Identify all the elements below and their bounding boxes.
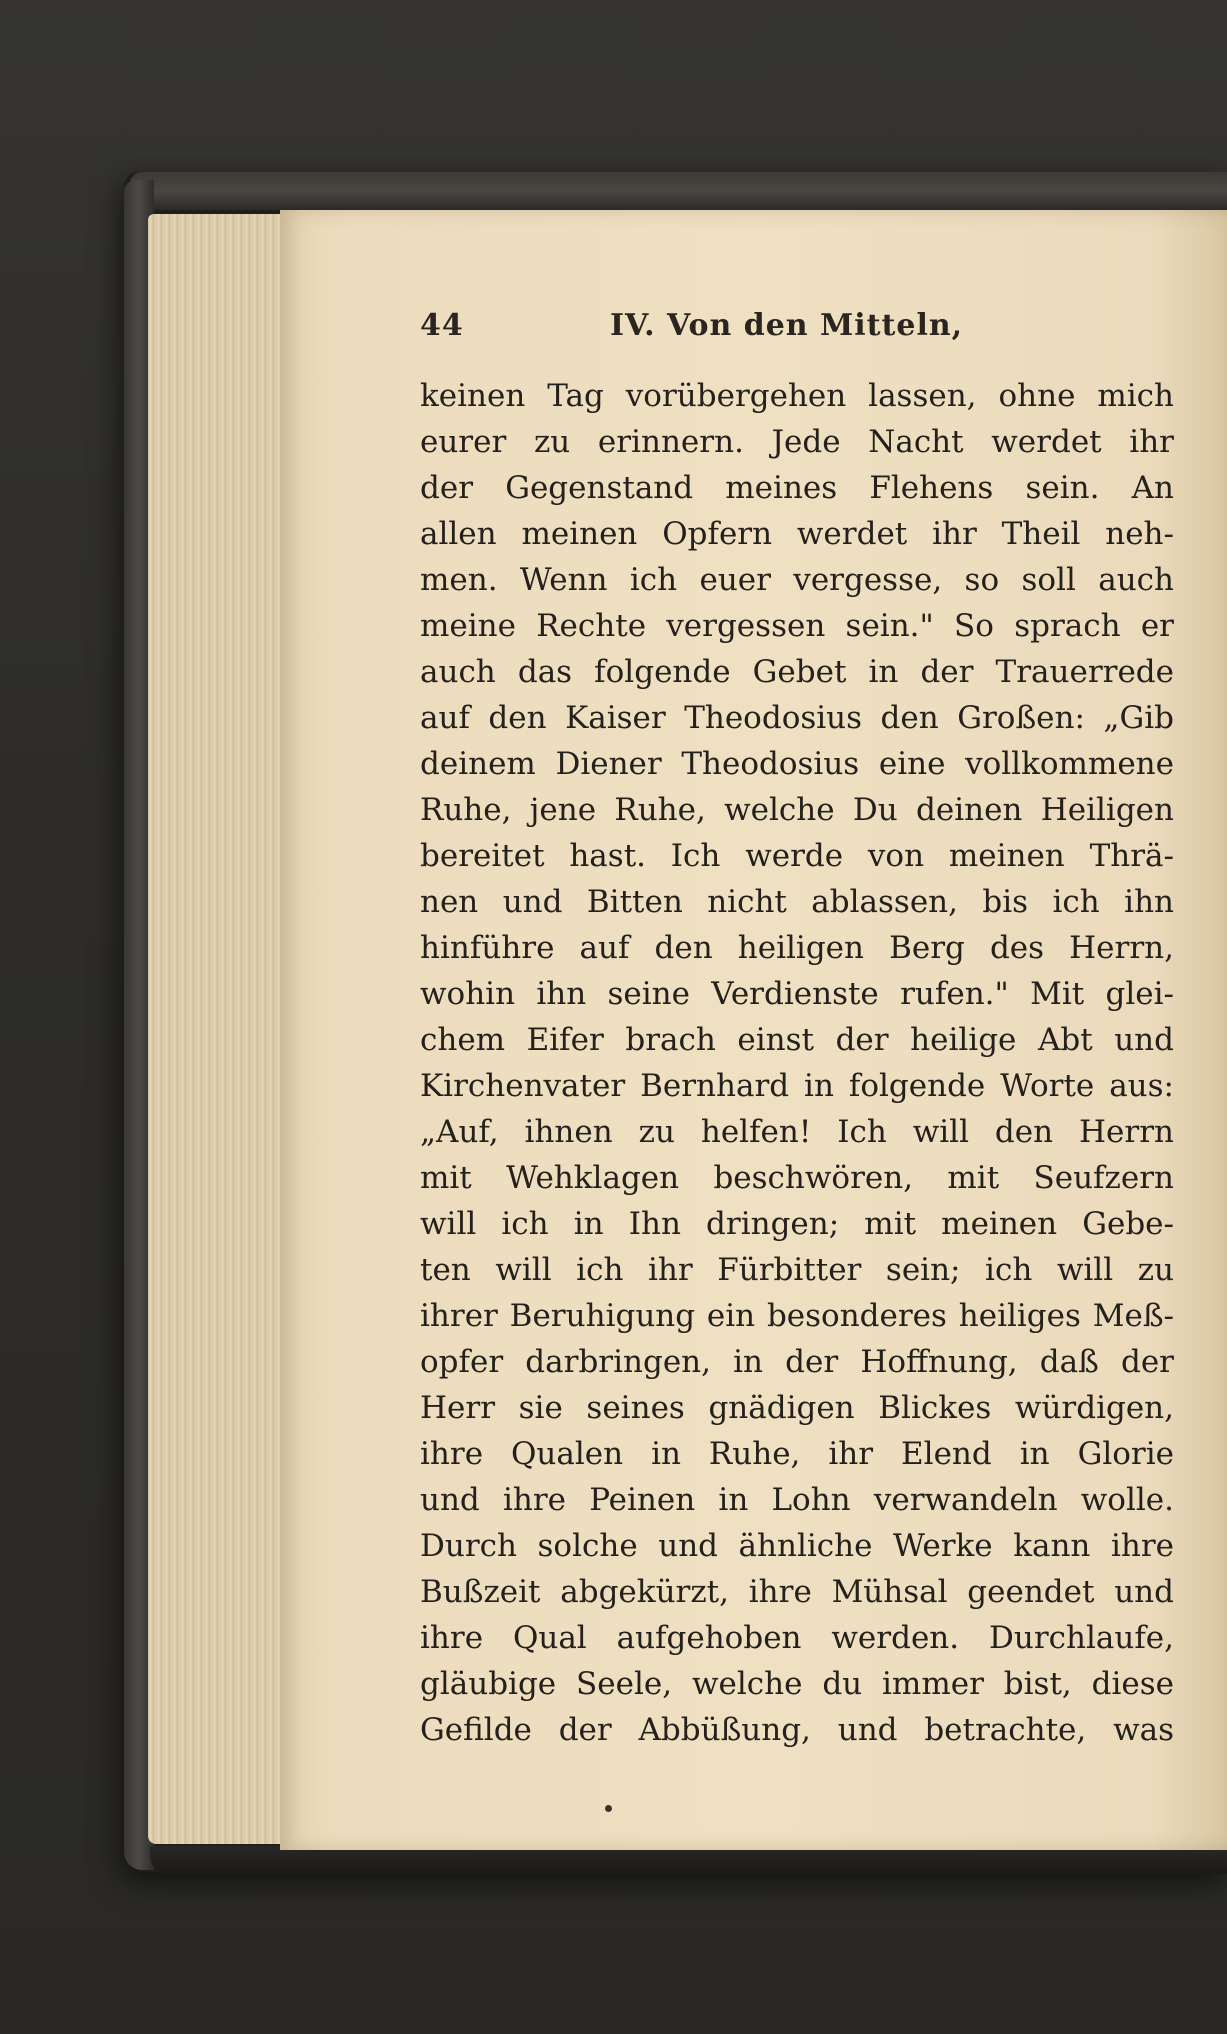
text-line: auf den Kaiser Theodosius den Großen: „Gib [420,700,1174,736]
text-line: bereitet hast. Ich werde von meinen Thrä- [420,838,1174,874]
book-cover-top-edge [130,172,1227,210]
text-line: ihrer Beruhigung ein besonderes heiliges Meß- [420,1298,1174,1334]
text-line: Durch solche und ähnliche Werke kann ihre [420,1528,1174,1564]
text-line: Herr sie seines gnädigen Blickes würdigen, [420,1390,1174,1426]
text-line: hinführe auf den heiligen Berg des Herrn, [420,930,1174,966]
text-line: opfer darbringen, in der Hoffnung, daß der [420,1344,1174,1380]
text-line: mit Wehklagen beschwören, mit Seufzern [420,1160,1174,1196]
text-line: ihre Qualen in Ruhe, ihr Elend in Glorie [420,1436,1174,1472]
text-line: Kirchenvater Bernhard in folgende Worte aus: [420,1068,1174,1104]
text-line: will ich in Ihn dringen; mit meinen Gebe- [420,1206,1174,1242]
text-line: nen und Bitten nicht ablassen, bis ich ihn [420,884,1174,920]
text-line: keinen Tag vorübergehen lassen, ohne mich [420,378,1174,414]
text-line: chem Eifer brach einst der heilige Abt und [420,1022,1174,1058]
text-line: gläubige Seele, welche du immer bist, diese [420,1666,1174,1702]
text-line: allen meinen Opfern werdet ihr Theil neh- [420,516,1174,552]
text-line: ten will ich ihr Fürbitter sein; ich will zu [420,1252,1174,1288]
text-line: und ihre Peinen in Lohn verwandeln wolle. [420,1482,1174,1518]
text-line: eurer zu erinnern. Jede Nacht werdet ihr [420,424,1174,460]
text-line: der Gegenstand meines Flehens sein. An [420,470,1174,506]
text-line: meine Rechte vergessen sein." So sprach er [420,608,1174,644]
book-cover-bottom-edge [150,1846,1227,1874]
printer-mark-dot [605,1805,612,1812]
page-body-text [420,373,1174,1753]
page-edges [148,214,288,1844]
text-line: ihre Qual aufgehoben werden. Durchlaufe, [420,1620,1174,1656]
text-line: Ruhe, jene Ruhe, welche Du deinen Heiligen [420,792,1174,828]
text-line: deinem Diener Theodosius eine vollkommene [420,746,1174,782]
page-header [420,300,1160,350]
text-line: wohin ihn seine Verdienste rufen." Mit glei- [420,976,1174,1012]
text-line: Bußzeit abgekürzt, ihre Mühsal geendet und [420,1574,1174,1610]
page-number: 44 [420,308,464,343]
text-line: men. Wenn ich euer vergesse, so soll auch [420,562,1174,598]
text-line: „Auf, ihnen zu helfen! Ich will den Herrn [420,1114,1174,1150]
text-line: Gefilde der Abbüßung, und betrachte, was [420,1712,1174,1748]
text-line: auch das folgende Gebet in der Trauerrede [420,654,1174,690]
running-head: IV. Von den Mitteln, [610,308,964,343]
